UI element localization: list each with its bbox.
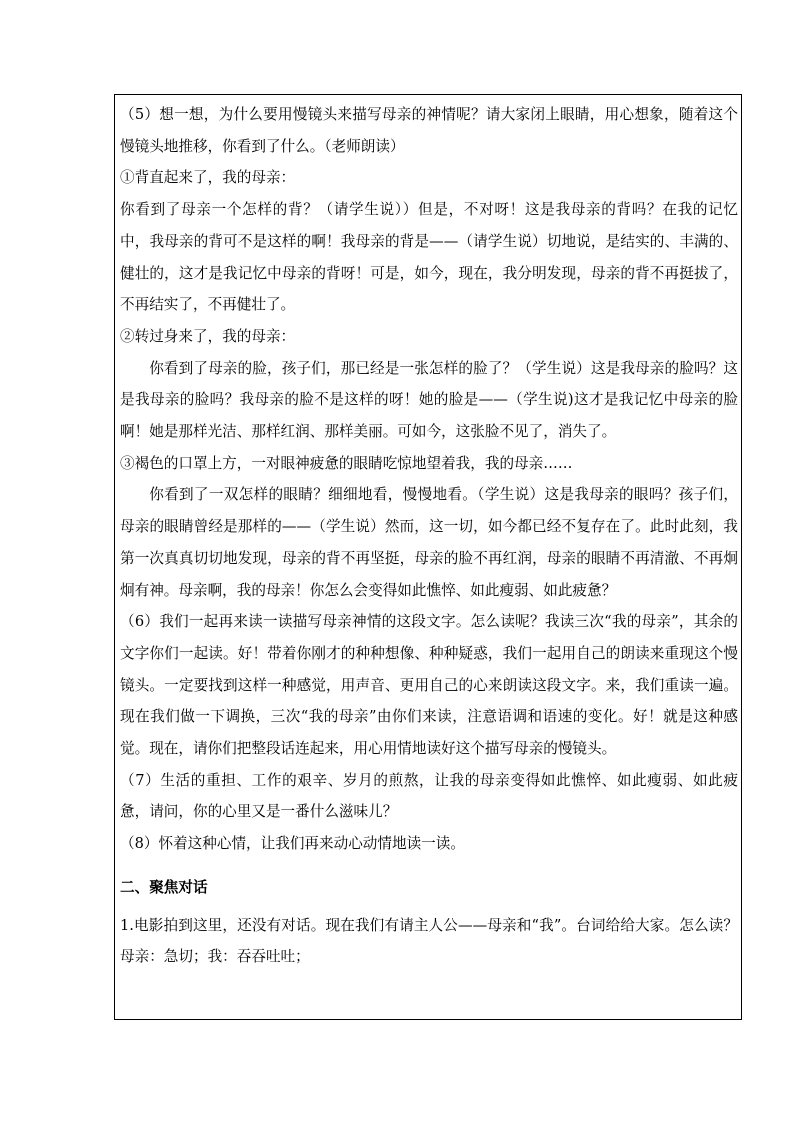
paragraph-7: （7）生活的重担、工作的艰辛、岁月的煎熬，让我的母亲变得如此憔悴、如此瘦弱、如此疲惫，请问，你的心里又是一番什么滋味儿？ xyxy=(120,771,738,821)
section-heading: 二、聚焦对话 xyxy=(120,878,208,896)
paragraph-face-body: 你看到了母亲的脸，孩子们，那已经是一张怎样的脸了？（学生说）这是我母亲的脸吗？这是我母亲的脸吗？我母亲的脸不是这样的呀！她的脸是——（学生说)这才是我记忆中母亲的脸啊！她是那样光洁、那样红润、那样美丽。可如今，这张脸不见了，消失了。 xyxy=(120,359,738,441)
document-body xyxy=(120,99,738,973)
spacer xyxy=(120,860,738,866)
list-item-eyes: ③褐色的口罩上方，一对眼神疲惫的眼睛吃惊地望着我，我的母亲…… xyxy=(120,454,573,472)
paragraph-back-body: 你看到了母亲一个怎样的背？（请学生说））但是，不对呀！这是我母亲的背吗？在我的记忆中，我母亲的背可不是这样的啊！我母亲的背是——（请学生说）切地说，是结实的、丰满的、健壮的，这才是我记忆中母亲的背呀！可是，如今，现在，我分明发现，母亲的背不再挺拔了，不再结实了，不再健壮了。 xyxy=(120,201,738,314)
paragraph-eyes-body: 你看到了一双怎样的眼睛？细细地看，慢慢地看。（学生说）这是我母亲的眼吗？孩子们，母亲的眼睛曾经是那样的——（学生说）然而，这一切，如今都已经不复存在了。此时此刻，我第一次真真切切地发现，母亲的背不再坚挺，母亲的脸不再红润，母亲的眼睛不再清澈、不再炯炯有神。母亲啊，我的母亲！你怎么会变得如此憔悴、如此瘦弱、如此疲惫？ xyxy=(120,486,738,599)
section-body: 1.电影拍到这里，还没有对话。现在我们有请主人公——母亲和“我”。台词给给大家。怎么读？母亲：急切；我：吞吞吐吐； xyxy=(120,916,738,966)
paragraph-8: （8）怀着这种心情，让我们再来动心动情地读一读。 xyxy=(120,835,465,853)
list-item-back: ①背直起来了，我的母亲： xyxy=(120,169,296,187)
paragraph-6: （6）我们一起再来读一读描写母亲神情的这段文字。怎么读呢？我读三次“我的母亲”，其余的文字你们一起读。好！带着你刚才的种种想像、种种疑惑，我们一起用自己的朗读来重现这个慢镜头。一定要找到这样一种感觉，用声音、更用自己的心来朗读这段文字。来，我们重读一遍。现在我们做一下调换，三次“我的母亲”由你们来读，注意语调和语速的变化。好！就是这种感觉。现在，请你们把整段话连起来，用心用情地读好这个描写母亲的慢镜头。 xyxy=(120,613,738,758)
list-item-face: ②转过身来了，我的母亲： xyxy=(120,327,296,345)
paragraph-5: （5）想一想，为什么要用慢镜头来描写母亲的神情呢？请大家闭上眼睛，用心想象，随着这个慢镜头地推移，你看到了什么。（老师朗读） xyxy=(120,106,738,155)
